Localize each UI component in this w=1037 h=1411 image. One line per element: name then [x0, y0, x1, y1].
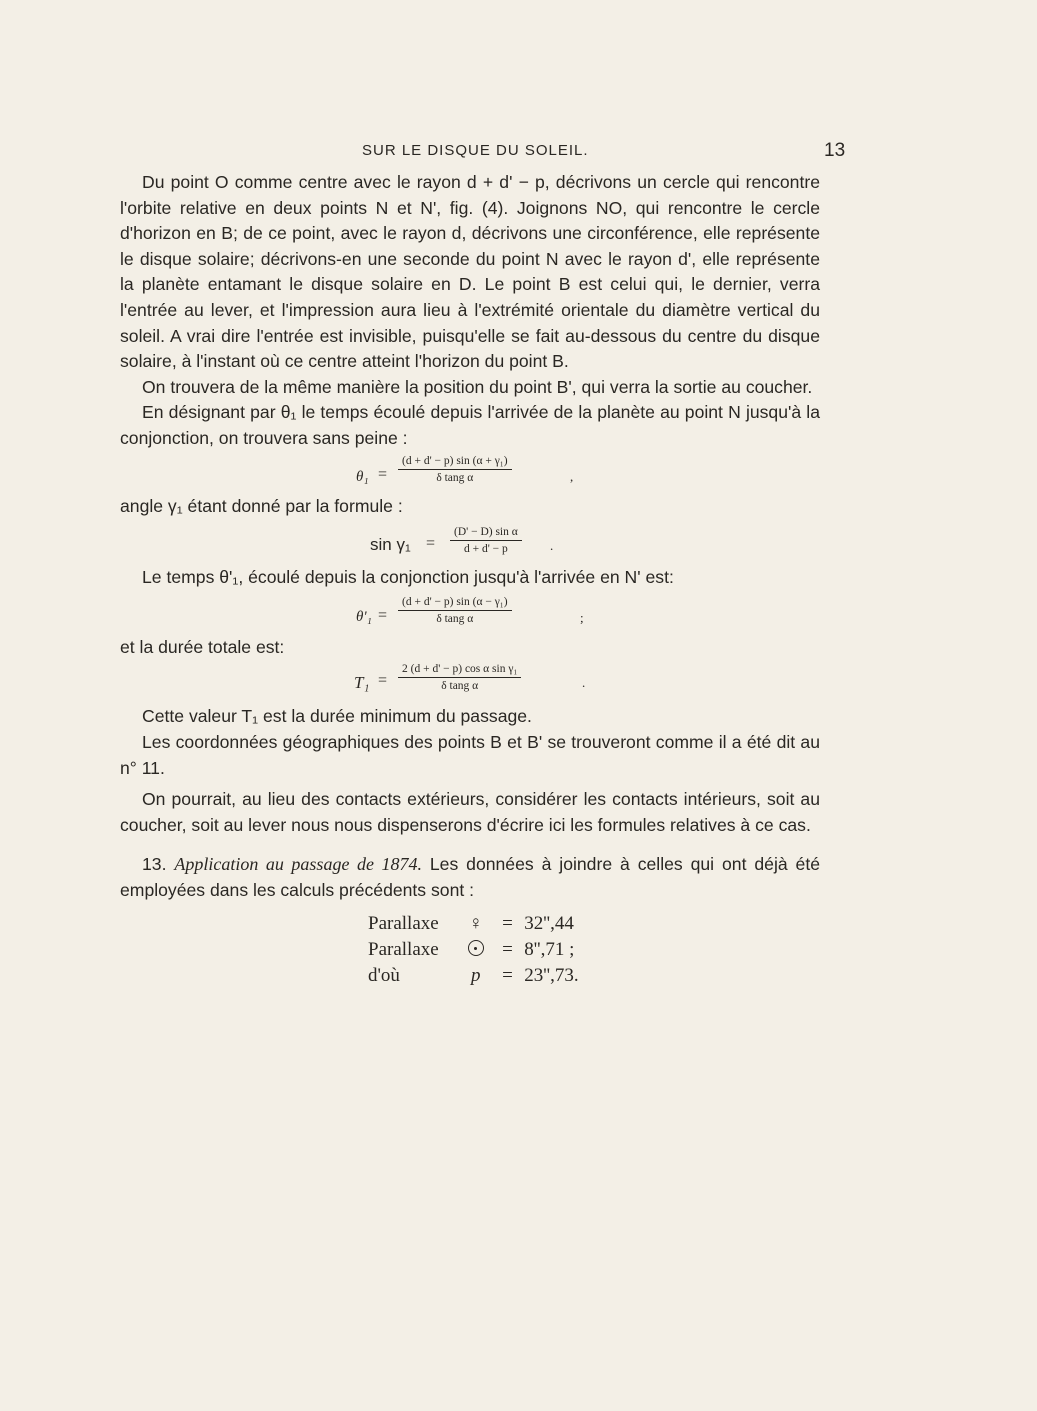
formula-punctuation: , [570, 468, 574, 484]
fraction-numerator: 2 (d + d' − p) cos α sin γ₁ [398, 662, 521, 678]
formula-theta1 [120, 452, 820, 494]
running-header [0, 142, 1037, 166]
formula-equals: = [378, 606, 388, 624]
formula-punctuation: . [582, 675, 586, 691]
running-title: SUR LE DISQUE DU SOLEIL. [362, 142, 589, 159]
formula-total-duration [120, 660, 820, 704]
formula-equals: = [378, 465, 388, 483]
parameter-value: 23'',73. [524, 965, 579, 987]
formula-punctuation: ; [580, 609, 584, 625]
paragraph-8: Les coordonnées géographiques des points B et B' se trouveront comme il a été dit au n° 11. [120, 731, 820, 778]
parameter-equals: = [502, 913, 513, 935]
fraction-numerator: (D' − D) sin α [450, 525, 522, 541]
formula-lhs: θ₁ [356, 468, 369, 485]
paragraph-2: On trouvera de la même manière la position du point B', qui verra la sortie au coucher. [142, 376, 813, 397]
parameter-row-sun [368, 937, 574, 963]
formula-lhs: θ'₁ [356, 608, 372, 625]
fraction-numerator: (d + d' − p) sin (α + γ₁) [398, 454, 512, 470]
spacer [120, 838, 820, 852]
paragraph-3: En désignant par θ₁ le temps écoulé depuis l'arrivée de la planète au point N jusqu'à la conjonction, on trouvera sans peine : [120, 402, 820, 448]
parameter-equals: = [502, 965, 513, 987]
sun-icon [468, 940, 484, 956]
paragraph-4: angle γ₁ étant donné par la formule : [120, 495, 403, 516]
sun-icon-wrapper [461, 937, 491, 963]
paragraph-6: et la durée totale est: [120, 636, 285, 657]
paragraph-1: Du point O comme centre avec le rayon d + d' − p, décrivons un cercle qui rencontre l'orbite relative en deux points N et N', fig. (4). Joignons NO, qui rencontre le cercle d'horizon en B; de ce point, avec le rayon d, décrivons une circonférence, elle représente le disque solaire; décrivons-en une seconde du point N avec le rayon d', elle représente la planète entamant le disque solaire en D. Le point B est celui qui, le dernier, verra l'entrée au lever, et l'impression aura lieu à l'extrémité orientale du diamètre vertical du soleil. A vrai dire l'entrée est invisible, puisqu'elle se fait au-dessous du centre du disque solaire, à l'instant où ce centre atteint l'horizon du point B. [120, 172, 820, 372]
formula-fraction [398, 454, 512, 485]
parameter-label: d'où [368, 965, 400, 987]
formula-fraction [398, 662, 521, 693]
page-number: 13 [824, 140, 846, 161]
parameter-symbol: p [471, 965, 481, 987]
section-title: Application au passage de 1874. [174, 854, 422, 875]
paragraph-9: On pourrait, au lieu des contacts extérieurs, considérer les contacts intérieurs, soit au coucher, soit au lever nous nous dispenserons d'écrire ici les formules relatives à ce cas. [120, 789, 820, 835]
parameter-row-p [368, 963, 579, 989]
formula-fraction [398, 595, 512, 626]
formula-equals: = [426, 535, 436, 553]
parameter-value: 32'',44 [524, 913, 574, 935]
venus-icon: ♀ [468, 913, 483, 935]
fraction-denominator: δ tang α [436, 471, 474, 484]
paragraph-10 [120, 852, 820, 903]
formula-theta1-prime [120, 591, 820, 635]
fraction-denominator: δ tang α [436, 612, 474, 625]
formula-lhs: T₁ [354, 673, 370, 693]
parameter-row-venus [368, 911, 574, 937]
fraction-denominator: δ tang α [441, 680, 479, 693]
formula-lhs: sin γ₁ [370, 535, 411, 555]
page-body [120, 170, 820, 993]
parameter-equals: = [502, 939, 513, 961]
parameter-label: Parallaxe [368, 939, 439, 961]
fraction-numerator: (d + d' − p) sin (α − γ₁) [398, 595, 512, 611]
formula-equals: = [378, 672, 388, 690]
formula-fraction [450, 525, 522, 556]
section-number: 13. [142, 854, 167, 875]
section-text: Les données à joindre à celles qui ont déjà été employées dans les calculs précédents sont : [120, 854, 821, 900]
paragraph-5: Le temps θ'₁, écoulé depuis la conjonction jusqu'à l'arrivée en N' est: [142, 567, 674, 588]
parameter-value: 8'',71 ; [524, 939, 575, 961]
parameter-label: Parallaxe [368, 913, 439, 935]
fraction-denominator: d + d' − p [463, 543, 508, 556]
paragraph-7: Cette valeur T₁ est la durée minimum du passage. [142, 706, 532, 727]
parameters-block [120, 903, 820, 993]
formula-sin-gamma1 [120, 519, 820, 565]
formula-punctuation: . [550, 538, 554, 554]
